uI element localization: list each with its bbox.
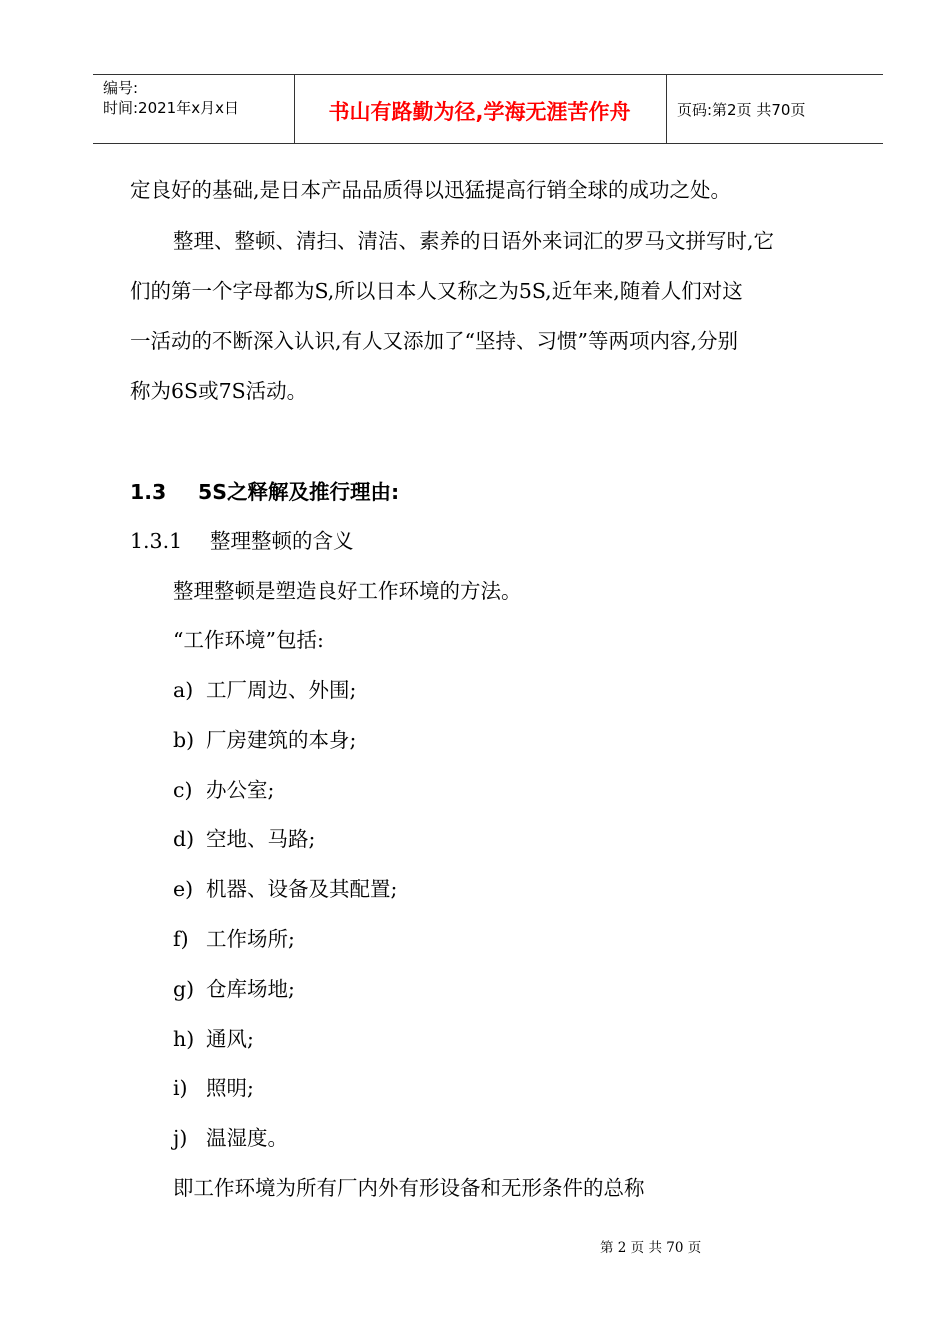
paragraph-line: 定良好的基础,是日本产品品质得以迅猛提高行销全球的成功之处。 [130, 178, 732, 202]
paragraph-line: 整理、整顿、清扫、清洁、素养的日语外来词汇的罗马文拼写时,它 [173, 229, 775, 253]
list-item-label: a) [173, 678, 194, 702]
list-item-text: 工厂周边、外围; [206, 678, 357, 702]
header-motto: 书山有路勤为径,学海无涯苦作舟 [328, 100, 631, 124]
list-item-text: 仓库场地; [206, 977, 295, 1001]
subsection-number: 1.3.1 [130, 529, 183, 553]
header-meta [103, 78, 298, 118]
subsection-heading [130, 529, 354, 553]
list-item [173, 1076, 254, 1100]
list-item [173, 728, 356, 752]
list-item-text: 照明; [206, 1076, 254, 1100]
subsection-title: 整理整顿的含义 [210, 529, 354, 553]
page-header [93, 74, 883, 144]
list-item-text: 厂房建筑的本身; [206, 728, 357, 752]
section-number: 1.3 [130, 480, 167, 504]
header-page-info: 页码:第2页 共70页 [677, 101, 806, 119]
header-divider [666, 75, 667, 143]
list-item [173, 1027, 254, 1051]
paragraph-line: 们的第一个字母都为S,所以日本人又称之为5S,近年来,随着人们对这 [130, 279, 743, 303]
list-item-label: e) [173, 877, 194, 901]
intro-text: 整理整顿是塑造良好工作环境的方法。 [173, 579, 522, 603]
section-title: 5S之释解及推行理由: [198, 480, 400, 504]
list-item [173, 877, 397, 901]
list-item-label: g) [173, 977, 195, 1001]
page-footer: 第 2 页 共 70 页 [600, 1240, 702, 1256]
section-heading [130, 480, 399, 504]
list-item-label: f) [173, 927, 189, 951]
paragraph-line: 称为6S或7S活动。 [130, 379, 308, 403]
list-item-text: 通风; [206, 1027, 254, 1051]
list-item-label: c) [173, 778, 193, 802]
list-item-label: i) [173, 1076, 188, 1100]
list-intro: “工作环境”包括: [173, 628, 324, 652]
doc-number-label: 编号: [103, 79, 139, 97]
paragraph-line: 一活动的不断深入认识,有人又添加了“坚持、习惯”等两项内容,分别 [130, 329, 738, 353]
list-item-label: h) [173, 1027, 195, 1051]
list-item-text: 温湿度。 [206, 1126, 288, 1150]
list-item [173, 927, 295, 951]
list-item [173, 827, 315, 851]
conclusion-text: 即工作环境为所有厂内外有形设备和无形条件的总称 [173, 1176, 645, 1200]
date-label: 时间:2021年x月x日 [103, 99, 239, 117]
list-item-text: 机器、设备及其配置; [206, 877, 398, 901]
list-item-text: 工作场所; [206, 927, 295, 951]
list-item-label: j) [173, 1126, 188, 1150]
list-item-label: b) [173, 728, 195, 752]
list-item-label: d) [173, 827, 195, 851]
list-item [173, 778, 274, 802]
list-item-text: 办公室; [206, 778, 275, 802]
list-item [173, 678, 356, 702]
list-item [173, 977, 295, 1001]
list-item-text: 空地、马路; [206, 827, 316, 851]
list-item [173, 1126, 288, 1150]
